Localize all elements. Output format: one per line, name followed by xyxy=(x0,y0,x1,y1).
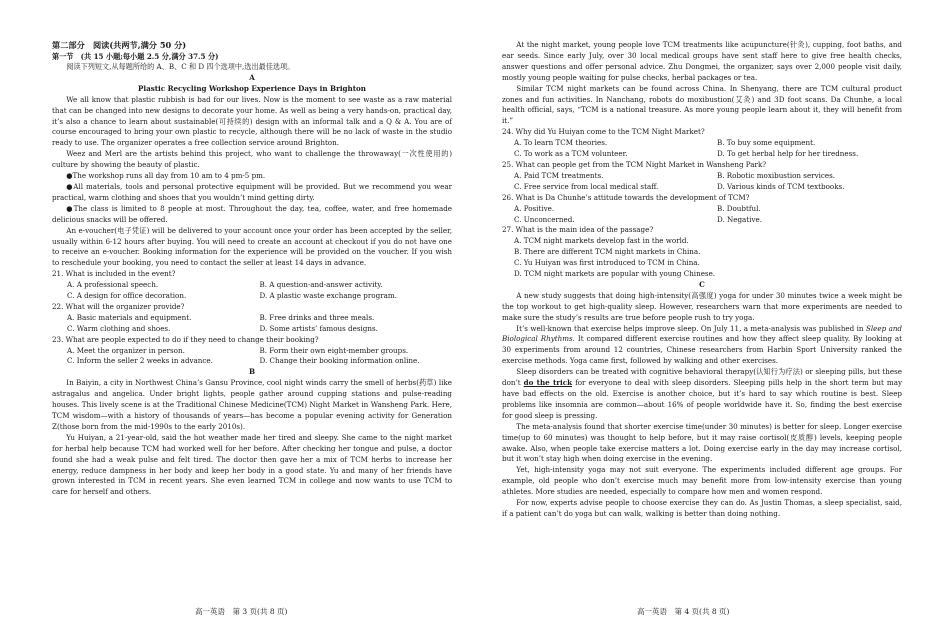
option: D. Some artists’ famous designs. xyxy=(259,323,378,333)
option: D. A plastic waste exchange program. xyxy=(259,291,397,301)
right-column xyxy=(502,40,902,520)
instruction: 阅读下列短文,从每题所给的 A、B、C 和 D 四个选项中,选出最佳选项。 xyxy=(66,62,295,71)
question-21-options xyxy=(52,280,452,302)
text-run: . It compared different exercise routines and how they affect sleep quality. By looking at 30 experiments from around 12 countries, Chinese researchers from Harbin Sport University ranked the exercise methods. Yoga came first, followed by walking and other exercises. xyxy=(502,334,902,366)
option: C. Yu Huiyan was first introduced to TCM in China. xyxy=(514,258,700,268)
question-21: 21. What is included in the event? xyxy=(52,269,176,279)
option: C. Inform the seller 2 weeks in advance. xyxy=(67,356,213,366)
paragraph: The meta-analysis found that shorter exercise time(under 30 minutes) is better for sleep. Longer exercise time(up to 60 minutes) was thought to help before, but it may raise cortisol(皮质醇) levels, keeping people awake. Also, when people take exercise matters a lot. Doing exercise early in the day may increase cortisol, but it won’t stay high when doing exercise in the evening. xyxy=(502,421,902,464)
question-22-options xyxy=(52,313,452,335)
option: C. To work as a TCM volunteer. xyxy=(514,149,628,159)
question-24: 24. Why did Yu Huiyan come to the TCM Night Market? xyxy=(502,127,705,137)
option: A. To learn TCM theories. xyxy=(514,138,608,148)
paragraph: An e-voucher(电子凭证) will be delivered to your account once your order has been accepted by the seller, usually within 6-12 hours after buying. You will need to create an account at checkout if you do not have one to receive an e-voucher. Booking information for the experience will be provided on the voucher. If you wish to reschedule your booking, you need to contact the seller at least 14 days in advance. xyxy=(52,225,452,268)
question-25-options xyxy=(502,171,902,193)
paragraph: In Baiyin, a city in Northwest China’s Gansu Province, cool night winds carry the smell of herbs(药草) like astragalus and angelica. Under bright lights, people gather around cupping stations and pulse-reading houses. This lively scene is at the Traditional Chinese Medicine(TCM) Night Market in Wansheng Park. Here, TCM wisdom—with a history of thousands of years—has become a popular evening activity for Generation Z(those born from the mid-1990s to the early 2010s). xyxy=(52,378,452,431)
option: C. A design for office decoration. xyxy=(67,291,187,301)
option: A. Meet the organizer in person. xyxy=(67,345,185,355)
question-22: 22. What will the organizer provide? xyxy=(52,301,185,311)
option: B. Robotic moxibustion services. xyxy=(717,170,836,180)
option: B. To buy some equipment. xyxy=(717,138,816,148)
option: A. Positive. xyxy=(514,203,555,213)
passage-b-letter: B xyxy=(248,367,256,377)
left-column xyxy=(52,40,452,498)
paragraph xyxy=(502,324,902,368)
option: A. Paid TCM treatments. xyxy=(514,170,604,180)
option: C. Warm clothing and shoes. xyxy=(67,323,171,333)
option: D. To get herbal help for her tiredness. xyxy=(717,149,859,159)
question-25: 25. What can people get from the TCM Night Market in Wansheng Park? xyxy=(502,159,767,169)
text-run: It’s well-known that exercise helps improve sleep. On July 11, a meta-analysis was published in xyxy=(516,323,866,333)
page-footer-right: 高一英语 第 4 页(共 8 页) xyxy=(637,607,730,616)
question-26: 26. What is Da Chunhe’s attitude towards the development of TCM? xyxy=(502,192,750,202)
option: D. Various kinds of TCM textbooks. xyxy=(717,181,845,191)
passage-a-letter: A xyxy=(249,72,255,82)
option: D. Negative. xyxy=(717,214,762,224)
question-23: 23. What are people expected to do if they need to change their booking? xyxy=(52,334,319,344)
paragraph: Similar TCM night markets can be found across China. In Shenyang, there are TCM cultural product zones and fun activities. In Nanchang, robots do moxibustion(艾灸) and 3D foot scans. Da Chunhe, a local health official, says, “TCM is a national treasure. As more young people learn about it, they will benefit from it.” xyxy=(502,83,902,126)
underlined-phrase: do the trick xyxy=(523,378,573,388)
question-24-options xyxy=(502,138,902,160)
option: B. Form their own eight-member groups. xyxy=(259,345,409,355)
page-footer-left: 高一英语 第 3 页(共 8 页) xyxy=(195,607,288,616)
option: A. A professional speech. xyxy=(67,280,159,290)
option: B. Free drinks and three meals. xyxy=(259,312,375,322)
text-run: Sleep disorders can be treated with cognitive behavioral therapy(认知行为疗法) or sleeping pills, but these don’t xyxy=(502,367,902,388)
bullet-item: ●The class is limited to 8 people at most. Throughout the day, tea, coffee, water, and free homemade delicious snacks will be offered. xyxy=(52,203,452,224)
paragraph: Yu Huiyan, a 21-year-old, said the hot weather made her tired and sleepy. She came to the night market for herbal help because TCM had worked well for her before. After checking her tongue and pulse, a doctor found she had a weak pulse and felt tired. The doctor then gave her a mix of TCM herbs to increase her energy, reduce dampness in her body and keep her body in a good state. Yu and many of her friends have grown interested in TCM in recent years. She even learned TCM in college and now wants to use TCM to care for herself and others. xyxy=(52,432,452,497)
passage-a-title: Plastic Recycling Workshop Experience Days in Brighton xyxy=(138,83,366,93)
section-title: 第一节 (共 15 小题;每小题 2.5 分,满分 37.5 分) xyxy=(52,52,219,61)
bullet-item: ●All materials, tools and personal protective equipment will be provided. But we recommend you wear practical, warm clothing and shoes that you wouldn’t mind getting dirty. xyxy=(52,181,452,202)
question-27: 27. What is the main idea of the passage? xyxy=(502,225,654,235)
paragraph: Yet, high-intensity yoga may not suit everyone. The experiments included different age groups. For example, old people who don’t exercise much may benefit more from low-intensity exercise than young athletes. More studies are needed, especially to compare how men and women respond. xyxy=(502,465,902,497)
journal-title: Sleep and Biological Rhythms xyxy=(502,323,902,344)
question-23-options xyxy=(52,346,452,368)
paragraph xyxy=(502,367,902,422)
question-26-options xyxy=(502,204,902,226)
text-run: for everyone to deal with sleep disorders. Sleeping pills help in the short term but may have bad effects on the old. Exercise is another choice, but it’s hard to say which routine is best. Sleep problems like insomnia are common—about 16% of people worldwide have it. So, finding the best exercise for good sleep is pressing. xyxy=(502,378,902,420)
option: D. Change their booking information online. xyxy=(259,356,420,366)
option: B. There are different TCM night markets in China. xyxy=(514,247,701,257)
part-title: 第二部分 阅读(共两节,满分 50 分) xyxy=(52,40,187,50)
paragraph: At the night market, young people love TCM treatments like acupuncture(针灸), cupping, foot baths, and ear seeds. Since early July, over 30 local medical groups have sent staff here to give free health checks, answer questions and offer personal advice. Zhu Dongmei, the organizer, says over 2,000 people visit daily, mostly young people waiting for pulse checks, herbal packages or tea. xyxy=(502,40,902,82)
option: C. Unconcerned. xyxy=(514,214,575,224)
option: C. Free service from local medical staff. xyxy=(514,181,659,191)
paragraph: A new study suggests that doing high-intensity(高强度) yoga for under 30 minutes twice a week might be the top workout to get high-quality sleep. However, researchers warn that more experiments are needed to make sure the study’s results are true before people rush to try yoga. xyxy=(502,290,902,322)
passage-c-letter: C xyxy=(699,279,705,289)
paragraph: We all know that plastic rubbish is bad for our lives. Now is the moment to see waste as a raw material that can be changed into new designs to decorate your home. As well as being a very hands-on, practical day, it’s also a chance to learn about sustainable(可持续的) design with an informal talk and a Q & A. You are of course encouraged to bring your own plastic to recycle, although there will be no lack of waste in the studio ready to use. The organizer operates a free collection service around Brighton. xyxy=(52,94,452,148)
option: B. A question-and-answer activity. xyxy=(259,280,383,290)
paragraph: For now, experts advise people to choose exercise they can do. As Justin Thomas, a sleep specialist, said, if a patient can’t do yoga but can walk, walking is better than doing nothing. xyxy=(502,498,902,518)
option: A. Basic materials and equipment. xyxy=(67,312,192,322)
bullet-item: ●The workshop runs all day from 10 am to 4 pm-5 pm. xyxy=(66,171,266,181)
option: D. TCM night markets are popular with young Chinese. xyxy=(514,269,716,279)
option: A. TCM night markets develop fast in the world. xyxy=(514,236,689,246)
paragraph: Weez and Merl are the artists behind this project, who want to challenge the throwaway(一次性使用的) culture by showing the beauty of plastic. xyxy=(52,149,452,170)
option: B. Doubtful. xyxy=(717,203,761,213)
